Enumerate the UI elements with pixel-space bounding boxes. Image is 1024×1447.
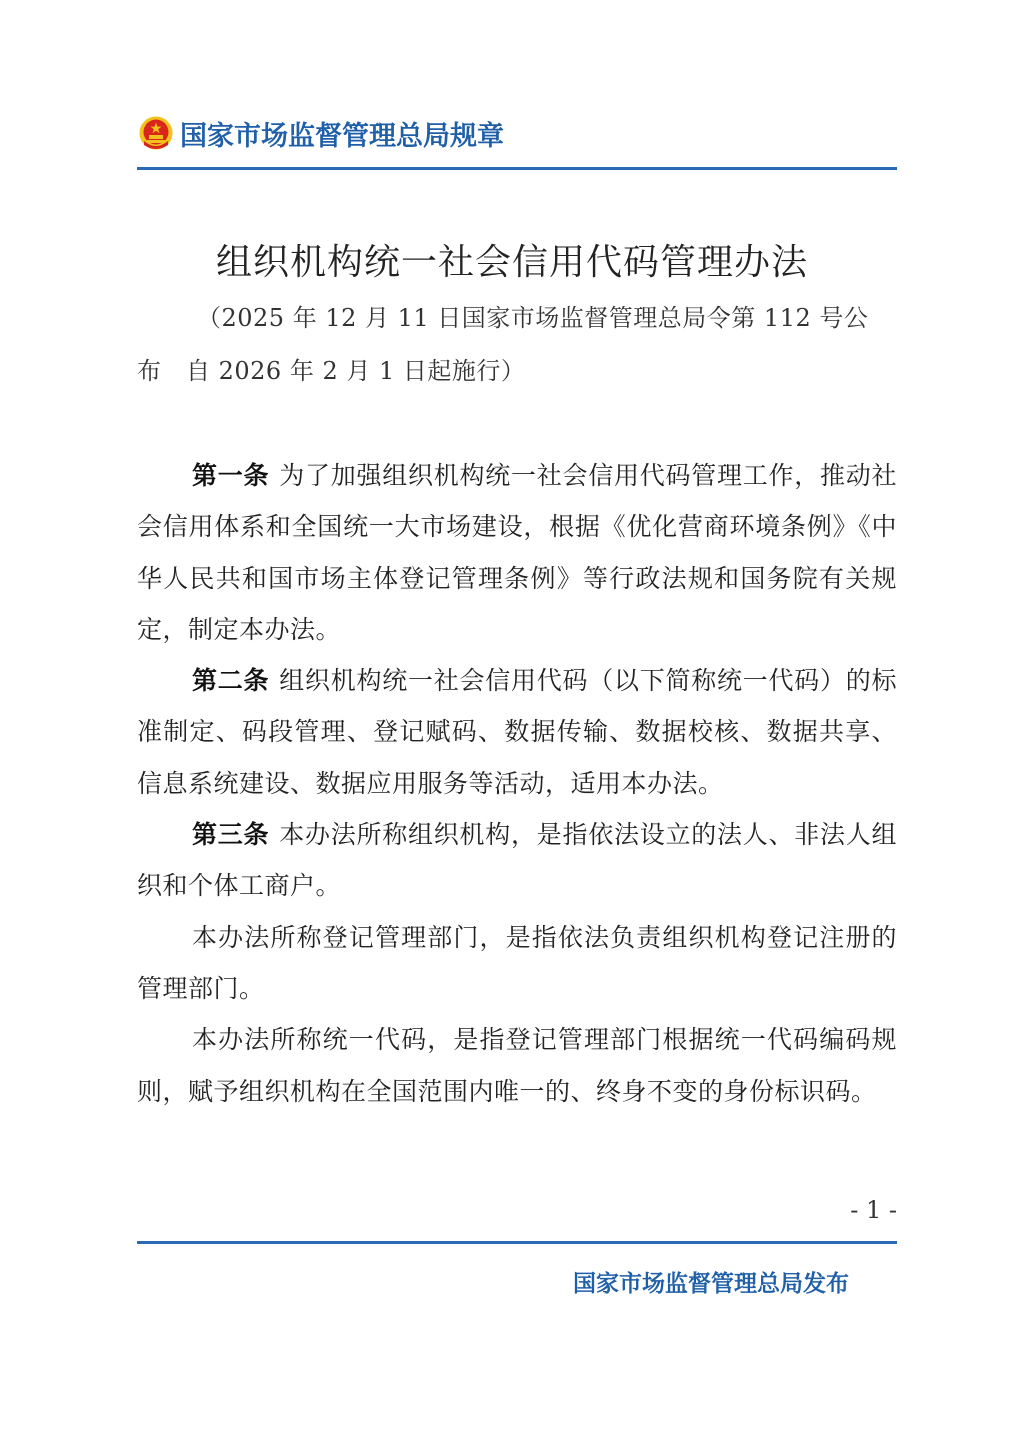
header <box>138 108 504 158</box>
article-heading: 第二条 <box>192 666 270 696</box>
article-2 <box>137 655 897 809</box>
publication-note-line2: 布 自 2026 年 2 月 1 日起施行） <box>137 357 526 385</box>
article-text: 为了加强组织机构统一社会信用代码管理工作，推动社会信用体系和全国统一大市场建设，根据《优化营商环境条例》《中华人民共和国市场主体登记管理条例》等行政法规和国务院有关规定，制定本办法。 <box>137 461 897 644</box>
header-divider <box>137 167 897 170</box>
page-number: - 1 - <box>850 1196 897 1224</box>
article-text: 组织机构统一社会信用代码（以下简称统一代码）的标准制定、码段管理、登记赋码、数据传输、数据校核、数据共享、信息系统建设、数据应用服务等活动，适用本办法。 <box>137 666 897 798</box>
header-title: 国家市场监督管理总局规章 <box>180 120 504 152</box>
footer-divider <box>137 1241 897 1244</box>
article-heading: 第一条 <box>192 461 270 490</box>
paragraph: 本办法所称统一代码，是指登记管理部门根据统一代码编码规则，赋予组织机构在全国范围内唯一的、终身不变的身份标识码。 <box>137 1025 897 1106</box>
publication-note <box>137 292 897 398</box>
footer-publisher: 国家市场监督管理总局发布 <box>573 1271 849 1297</box>
article-text: 本办法所称组织机构，是指依法设立的法人、非法人组织和个体工商户。 <box>137 820 897 901</box>
article-heading: 第三条 <box>192 820 270 850</box>
paragraph: 本办法所称登记管理部门，是指依法负责组织机构登记注册的管理部门。 <box>137 922 897 1003</box>
document-title: 组织机构统一社会信用代码管理办法 <box>215 242 808 283</box>
publication-note-line1: （2025 年 12 月 11 日国家市场监督管理总局令第 112 号公 <box>197 304 869 332</box>
article-3 <box>137 809 897 912</box>
document-body <box>137 450 897 1117</box>
national-emblem-icon <box>138 115 174 151</box>
article-1 <box>137 450 897 655</box>
